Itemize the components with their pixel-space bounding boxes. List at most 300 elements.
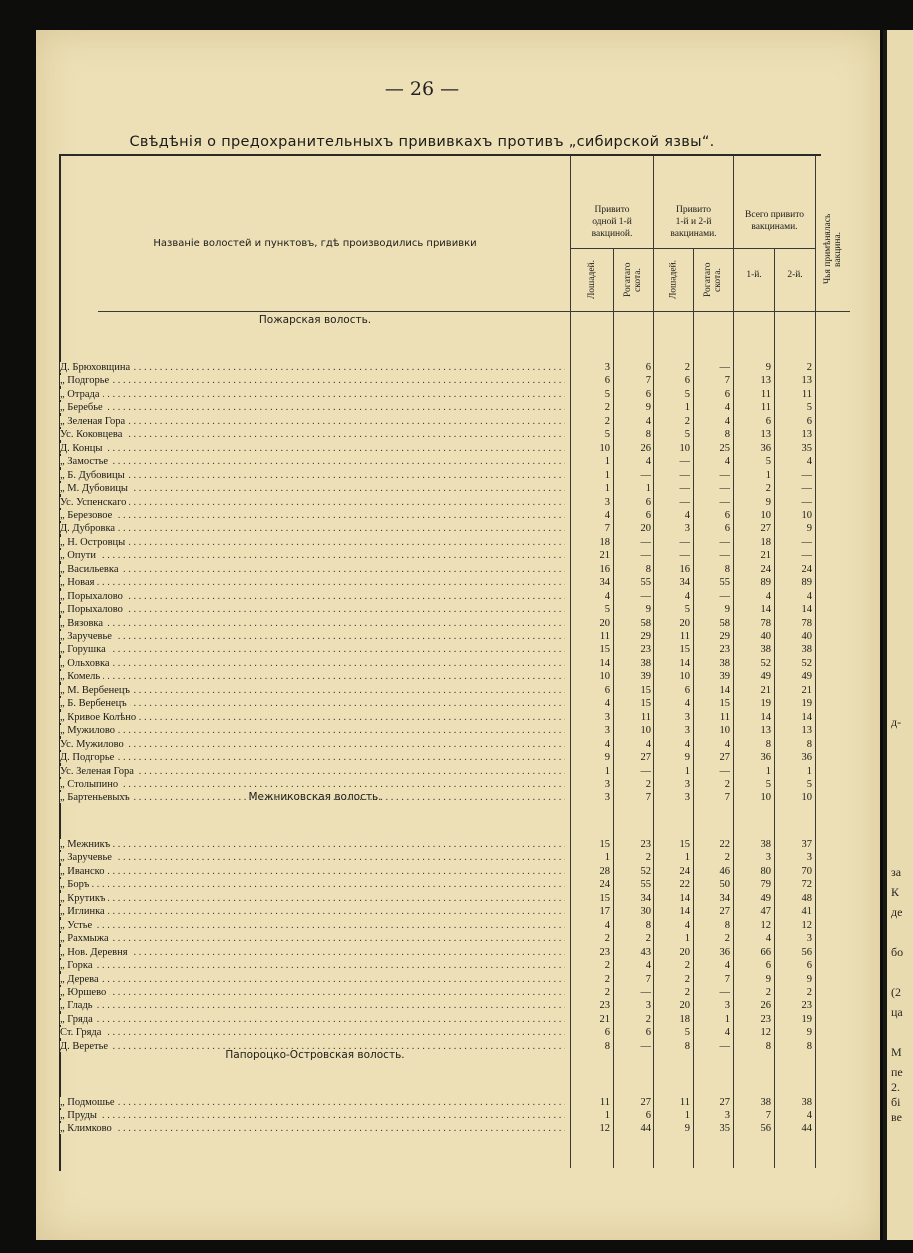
- cell-horses-two: 34: [679, 577, 690, 589]
- header-cattle-2: Рогатаго скота.: [703, 262, 723, 298]
- cell-horses-two: 5: [684, 429, 690, 441]
- cell-cattle-one: 4: [645, 415, 651, 427]
- cell-cattle-one: 8: [645, 563, 651, 575]
- row-place-name: [60, 483, 565, 495]
- row-place-label: „ Кривое Колѣно: [60, 712, 139, 723]
- cell-horses-two: 5: [684, 604, 690, 616]
- cell-horses-one: 3: [604, 778, 610, 790]
- row-place-label: „ Гряда: [60, 1014, 96, 1025]
- cell-cattle-one: 10: [640, 725, 651, 737]
- cell-total-first: 4: [765, 933, 771, 945]
- cell-cattle-one: 34: [640, 892, 651, 904]
- cell-total-first: 21: [760, 684, 771, 696]
- cell-cattle-one: 4: [645, 456, 651, 468]
- cell-total-second: 8: [806, 738, 812, 750]
- cell-total-first: 4: [765, 590, 771, 602]
- cell-horses-one: 5: [604, 429, 610, 441]
- cell-cattle-two: —: [719, 590, 730, 602]
- cell-total-second: 9: [806, 1027, 812, 1039]
- row-place-label: „ Дерева: [60, 974, 102, 985]
- cell-total-second: 10: [801, 792, 812, 804]
- cell-total-second: 70: [801, 865, 812, 877]
- edge-text-fragment: М: [891, 1045, 902, 1059]
- cell-cattle-one: —: [640, 986, 651, 998]
- cell-cattle-one: 29: [640, 631, 651, 642]
- row-place-name: [60, 920, 565, 932]
- row-place-label: „ Порыхалово: [60, 591, 126, 602]
- adjacent-page-edge: [883, 30, 913, 1240]
- row-place-label: „ Замостье: [60, 456, 111, 467]
- row-place-label: Ус. Коковцева: [60, 429, 125, 440]
- cell-total-second: —: [801, 536, 812, 548]
- cell-total-second: 19: [801, 1013, 812, 1025]
- cell-cattle-two: 27: [719, 752, 730, 764]
- cell-horses-one: 4: [604, 590, 610, 602]
- cell-horses-two: —: [679, 496, 690, 508]
- row-place-name: [60, 779, 565, 791]
- row-place-name: [60, 671, 565, 683]
- cell-cattle-two: 35: [719, 1123, 730, 1134]
- row-place-label: Д. Веретье: [60, 1041, 111, 1052]
- cell-horses-one: 2: [604, 986, 610, 998]
- cell-cattle-two: 7: [724, 375, 730, 387]
- cell-horses-two: 1: [684, 765, 690, 777]
- row-place-name: [60, 389, 565, 401]
- row-place-name: [60, 893, 565, 905]
- cell-total-first: 8: [765, 1040, 771, 1052]
- cell-horses-two: 2: [684, 415, 690, 427]
- cell-total-second: 13: [801, 725, 812, 737]
- cell-cattle-two: 46: [719, 865, 730, 877]
- cell-total-second: —: [801, 496, 812, 508]
- cell-horses-two: 3: [684, 711, 690, 723]
- cell-total-first: 6: [765, 960, 771, 972]
- cell-horses-one: 15: [599, 839, 610, 850]
- edge-text-fragment: д-: [891, 715, 902, 729]
- row-place-name: [60, 752, 565, 764]
- cell-horses-two: 9: [684, 752, 690, 764]
- cell-total-first: 38: [760, 644, 771, 656]
- cell-horses-one: 5: [604, 388, 610, 400]
- cell-total-second: 36: [801, 752, 812, 764]
- cell-total-second: 21: [801, 684, 812, 696]
- cell-cattle-one: 52: [640, 865, 651, 877]
- cell-horses-one: 4: [604, 509, 610, 521]
- row-place-name: [60, 685, 565, 697]
- row-place-label: „ Бартеньевыхъ: [60, 792, 133, 803]
- cell-total-second: 4: [806, 456, 812, 468]
- cell-horses-one: 10: [599, 671, 610, 683]
- cell-horses-one: 1: [604, 1110, 610, 1121]
- cell-cattle-two: 2: [724, 933, 730, 945]
- cell-horses-two: 1: [684, 852, 690, 864]
- cell-cattle-two: —: [719, 765, 730, 777]
- header-cattle-1: Рогатаго скота.: [623, 262, 643, 298]
- cell-cattle-two: 10: [719, 725, 730, 737]
- header-horses-2: Лошадей.: [668, 260, 679, 300]
- cell-total-second: 4: [806, 590, 812, 602]
- row-place-label: „ Пруды: [60, 1110, 100, 1121]
- row-place-name: [60, 1123, 565, 1135]
- row-place-name: [60, 564, 565, 576]
- cell-cattle-one: 8: [645, 919, 651, 931]
- cell-total-second: 4: [806, 1110, 812, 1121]
- cell-cattle-one: —: [640, 765, 651, 777]
- edge-text-fragment: де: [891, 905, 903, 919]
- cell-total-second: 8: [806, 1040, 812, 1052]
- cell-horses-two: 1: [684, 1110, 690, 1121]
- row-place-name: [60, 537, 565, 549]
- cell-cattle-one: 2: [645, 1013, 651, 1025]
- cell-total-first: 36: [760, 752, 771, 764]
- cell-horses-one: 6: [604, 684, 610, 696]
- cell-cattle-two: 4: [724, 738, 730, 750]
- row-place-name: [60, 416, 565, 428]
- row-place-label: „ Боръ: [60, 879, 92, 890]
- row-place-label: „ Рахмыжа: [60, 933, 112, 944]
- cell-cattle-one: 55: [640, 879, 651, 891]
- cell-cattle-one: 4: [645, 738, 651, 750]
- cell-horses-one: 2: [604, 960, 610, 972]
- cell-cattle-two: 34: [719, 892, 730, 904]
- row-place-label: Д. Подгорье: [60, 752, 117, 763]
- cell-horses-one: 6: [604, 375, 610, 387]
- cell-total-first: 13: [760, 429, 771, 441]
- row-place-label: Д. Брюховщина: [60, 362, 133, 373]
- cell-total-second: 52: [801, 657, 812, 669]
- row-place-label: Ус. Зеленая Гора: [60, 766, 137, 777]
- row-place-label: „ Опути: [60, 550, 99, 561]
- cell-total-first: 5: [765, 778, 771, 790]
- cell-horses-one: 21: [599, 550, 610, 562]
- cell-horses-two: 3: [684, 792, 690, 804]
- cell-horses-two: 8: [684, 1040, 690, 1052]
- cell-total-first: 21: [760, 550, 771, 562]
- cell-total-second: 37: [801, 839, 812, 850]
- cell-cattle-two: 29: [719, 631, 730, 642]
- row-place-label: „ Мужилово: [60, 725, 118, 736]
- cell-cattle-two: 27: [719, 1097, 730, 1108]
- row-place-label: „ Иванско: [60, 866, 107, 877]
- row-place-name: [60, 429, 565, 441]
- cell-horses-two: 3: [684, 725, 690, 737]
- cell-horses-one: 11: [599, 1097, 610, 1108]
- cell-cattle-one: 6: [645, 509, 651, 521]
- cell-cattle-two: —: [719, 550, 730, 562]
- cell-horses-two: 20: [679, 946, 690, 958]
- edge-text-fragment: 2.: [891, 1080, 900, 1094]
- row-place-name: [60, 443, 565, 455]
- page-number: — 26 —: [384, 78, 460, 100]
- cell-total-first: 5: [765, 456, 771, 468]
- cell-horses-one: 1: [604, 852, 610, 864]
- row-place-label: „ Березовое: [60, 510, 115, 521]
- cell-cattle-two: 2: [724, 778, 730, 790]
- cell-cattle-two: 2: [724, 852, 730, 864]
- row-place-name: [60, 591, 565, 603]
- cell-horses-one: 11: [599, 631, 610, 642]
- cell-total-second: 14: [801, 604, 812, 616]
- row-place-name: [60, 1000, 565, 1012]
- cell-cattle-two: 14: [719, 684, 730, 696]
- row-place-name: [60, 1097, 565, 1109]
- cell-horses-one: 2: [604, 973, 610, 985]
- cell-total-second: 13: [801, 375, 812, 387]
- cell-horses-two: 20: [679, 1000, 690, 1012]
- row-place-label: „ Нов. Деревня: [60, 947, 131, 958]
- cell-horses-two: 1: [684, 933, 690, 945]
- cell-horses-one: 3: [604, 496, 610, 508]
- cell-total-first: 66: [760, 946, 771, 958]
- cell-cattle-two: 4: [724, 415, 730, 427]
- cell-cattle-two: 23: [719, 644, 730, 656]
- row-place-label: „ Юршево: [60, 987, 109, 998]
- cell-horses-one: 9: [604, 752, 610, 764]
- cell-horses-one: 14: [599, 657, 610, 669]
- cell-horses-two: 22: [679, 879, 690, 891]
- cell-horses-two: 2: [684, 362, 690, 373]
- cell-total-second: 44: [801, 1123, 812, 1134]
- cell-total-first: 11: [760, 388, 771, 400]
- cell-total-second: 78: [801, 617, 812, 629]
- row-place-name: [60, 523, 565, 535]
- row-place-name: [60, 402, 565, 414]
- cell-horses-two: 20: [679, 617, 690, 629]
- col-divider-name: [570, 156, 571, 1168]
- cell-total-second: —: [801, 469, 812, 481]
- cell-cattle-two: 39: [719, 671, 730, 683]
- cell-cattle-one: 39: [640, 671, 651, 683]
- cell-total-first: 6: [765, 415, 771, 427]
- row-place-name: [60, 947, 565, 959]
- cell-horses-two: 4: [684, 738, 690, 750]
- cell-total-first: 12: [760, 919, 771, 931]
- row-place-label: „ Горушка: [60, 644, 109, 655]
- row-place-label: „ Заручевье: [60, 852, 115, 863]
- cell-horses-one: 1: [604, 483, 610, 495]
- cell-horses-one: 21: [599, 1013, 610, 1025]
- row-place-name: [60, 456, 565, 468]
- cell-cattle-one: 15: [640, 684, 651, 696]
- cell-total-second: 6: [806, 960, 812, 972]
- cell-total-first: 47: [760, 906, 771, 918]
- cell-horses-two: 24: [679, 865, 690, 877]
- cell-horses-one: 12: [599, 1123, 610, 1134]
- cell-horses-two: 14: [679, 657, 690, 669]
- cell-total-second: 48: [801, 892, 812, 904]
- cell-total-second: 5: [806, 402, 812, 414]
- cell-cattle-two: —: [719, 986, 730, 998]
- cell-horses-one: 28: [599, 865, 610, 877]
- cell-cattle-two: 3: [724, 1110, 730, 1121]
- cell-total-first: 36: [760, 442, 771, 454]
- edge-text-fragment: пе: [891, 1065, 903, 1079]
- edge-text-fragment: ца: [891, 1005, 903, 1019]
- row-place-name: [60, 375, 565, 387]
- cell-horses-two: 11: [679, 1097, 690, 1108]
- cell-horses-one: 1: [604, 469, 610, 481]
- cell-total-second: 89: [801, 577, 812, 589]
- cell-cattle-one: 30: [640, 906, 651, 918]
- cell-cattle-two: 7: [724, 792, 730, 804]
- cell-total-second: 12: [801, 919, 812, 931]
- cell-total-second: 41: [801, 906, 812, 918]
- cell-cattle-two: 6: [724, 523, 730, 535]
- row-place-name: [60, 604, 565, 616]
- cell-cattle-one: 6: [645, 496, 651, 508]
- cell-horses-one: 15: [599, 892, 610, 904]
- cell-horses-one: 3: [604, 725, 610, 737]
- cell-total-first: 52: [760, 657, 771, 669]
- cell-horses-two: 4: [684, 509, 690, 521]
- cell-total-first: 78: [760, 617, 771, 629]
- cell-horses-two: 5: [684, 388, 690, 400]
- row-place-label: Д. Концы: [60, 443, 105, 454]
- cell-cattle-two: —: [719, 496, 730, 508]
- cell-cattle-two: 9: [724, 604, 730, 616]
- cell-cattle-one: 55: [640, 577, 651, 589]
- cell-horses-one: 23: [599, 1000, 610, 1012]
- section-title: Межниковская волость.: [248, 791, 382, 803]
- cell-horses-one: 4: [604, 698, 610, 710]
- cell-total-second: 11: [801, 388, 812, 400]
- cell-cattle-two: 8: [724, 429, 730, 441]
- cell-horses-two: —: [679, 536, 690, 548]
- section-title: Пожарская волость.: [258, 314, 372, 326]
- row-place-name: [60, 510, 565, 522]
- row-place-label: Ст. Гряда: [60, 1027, 104, 1038]
- row-place-name: [60, 470, 565, 482]
- cell-cattle-one: 2: [645, 933, 651, 945]
- cell-horses-two: 14: [679, 892, 690, 904]
- table-title: Свѣдѣнія о предохранительныхъ прививкахъ противъ „сибирской язвы“.: [129, 134, 715, 150]
- cell-cattle-two: 4: [724, 960, 730, 972]
- cell-horses-two: —: [679, 469, 690, 481]
- cell-total-first: 19: [760, 698, 771, 710]
- cell-total-first: 9: [765, 362, 771, 373]
- cell-total-first: 38: [760, 1097, 771, 1108]
- row-place-label: „ Отрада: [60, 389, 103, 400]
- cell-total-second: 9: [806, 523, 812, 535]
- cell-horses-two: 9: [684, 1123, 690, 1134]
- row-place-label: „ Межникъ: [60, 839, 113, 850]
- cell-cattle-one: —: [640, 469, 651, 481]
- edge-text-fragment: бі: [891, 1095, 901, 1109]
- cell-horses-two: 15: [679, 644, 690, 656]
- row-place-name: [60, 766, 565, 778]
- cell-cattle-one: 9: [645, 402, 651, 414]
- cell-total-second: 40: [801, 631, 812, 642]
- cell-total-second: 19: [801, 698, 812, 710]
- row-place-name: [60, 577, 565, 589]
- cell-horses-two: 18: [679, 1013, 690, 1025]
- cell-horses-one: 2: [604, 402, 610, 414]
- cell-total-second: 72: [801, 879, 812, 891]
- row-place-label: „ Гладь: [60, 1000, 96, 1011]
- cell-cattle-one: —: [640, 550, 651, 562]
- cell-cattle-two: 1: [724, 1013, 730, 1025]
- cell-total-first: 1: [765, 469, 771, 481]
- cell-horses-two: 4: [684, 590, 690, 602]
- cell-horses-one: 34: [599, 577, 610, 589]
- row-place-name: [60, 852, 565, 864]
- cell-horses-two: 2: [684, 986, 690, 998]
- row-place-label: „ Иглинка: [60, 906, 108, 917]
- cell-cattle-one: 7: [645, 375, 651, 387]
- col-divider-g1-g2: [653, 156, 654, 1168]
- cell-cattle-one: 7: [645, 973, 651, 985]
- cell-horses-two: —: [679, 456, 690, 468]
- cell-cattle-one: 6: [645, 1110, 651, 1121]
- cell-cattle-two: 15: [719, 698, 730, 710]
- cell-horses-one: 15: [599, 644, 610, 656]
- cell-horses-two: 14: [679, 906, 690, 918]
- cell-horses-one: 18: [599, 536, 610, 548]
- cell-cattle-two: 4: [724, 456, 730, 468]
- row-place-name: [60, 1110, 565, 1122]
- cell-horses-two: 16: [679, 563, 690, 575]
- row-place-label: „ Б. Вербенецъ: [60, 698, 130, 709]
- cell-cattle-one: 23: [640, 644, 651, 656]
- cell-cattle-two: 50: [719, 879, 730, 891]
- cell-cattle-one: 26: [640, 442, 651, 454]
- row-place-label: Ус. Успенскаго: [60, 497, 129, 508]
- row-place-label: „ Н. Островцы: [60, 537, 128, 548]
- cell-total-second: 10: [801, 509, 812, 521]
- cell-cattle-one: 27: [640, 1097, 651, 1108]
- cell-cattle-one: —: [640, 536, 651, 548]
- cell-total-second: 35: [801, 442, 812, 454]
- cell-horses-one: 1: [604, 456, 610, 468]
- cell-horses-one: 10: [599, 442, 610, 454]
- cell-cattle-one: 58: [640, 617, 651, 629]
- cell-total-first: 9: [765, 496, 771, 508]
- row-place-name: [60, 866, 565, 878]
- cell-total-second: 56: [801, 946, 812, 958]
- cell-total-first: 2: [765, 483, 771, 495]
- row-place-name: [60, 631, 565, 643]
- row-place-label: Д. Дубровка: [60, 523, 118, 534]
- cell-total-first: 2: [765, 986, 771, 998]
- edge-text-fragment: К: [891, 885, 900, 899]
- cell-horses-one: 24: [599, 879, 610, 891]
- cell-total-first: 14: [760, 711, 771, 723]
- cell-total-first: 10: [760, 509, 771, 521]
- header-second-vaccine: 2-й.: [787, 270, 803, 280]
- cell-cattle-one: 6: [645, 388, 651, 400]
- cell-horses-one: 3: [604, 711, 610, 723]
- cell-cattle-two: —: [719, 469, 730, 481]
- cell-horses-two: 4: [684, 698, 690, 710]
- cell-horses-two: 6: [684, 684, 690, 696]
- cell-cattle-two: 4: [724, 1027, 730, 1039]
- cell-total-first: 8: [765, 738, 771, 750]
- row-place-label: „ М. Вербенецъ: [60, 685, 133, 696]
- cell-cattle-two: —: [719, 536, 730, 548]
- row-place-name: [60, 550, 565, 562]
- cell-cattle-two: 4: [724, 402, 730, 414]
- col-divider-g1-mid: [613, 249, 614, 1168]
- row-place-name: [60, 933, 565, 945]
- cell-horses-one: 20: [599, 617, 610, 629]
- row-place-label: „ Ольховка: [60, 658, 113, 669]
- edge-text-fragment: за: [891, 865, 902, 879]
- header-group-total: Всего привито вакцинами.: [745, 210, 804, 232]
- cell-cattle-one: 11: [640, 711, 651, 723]
- cell-horses-two: 2: [684, 973, 690, 985]
- row-place-name: [60, 987, 565, 999]
- cell-total-second: 14: [801, 711, 812, 723]
